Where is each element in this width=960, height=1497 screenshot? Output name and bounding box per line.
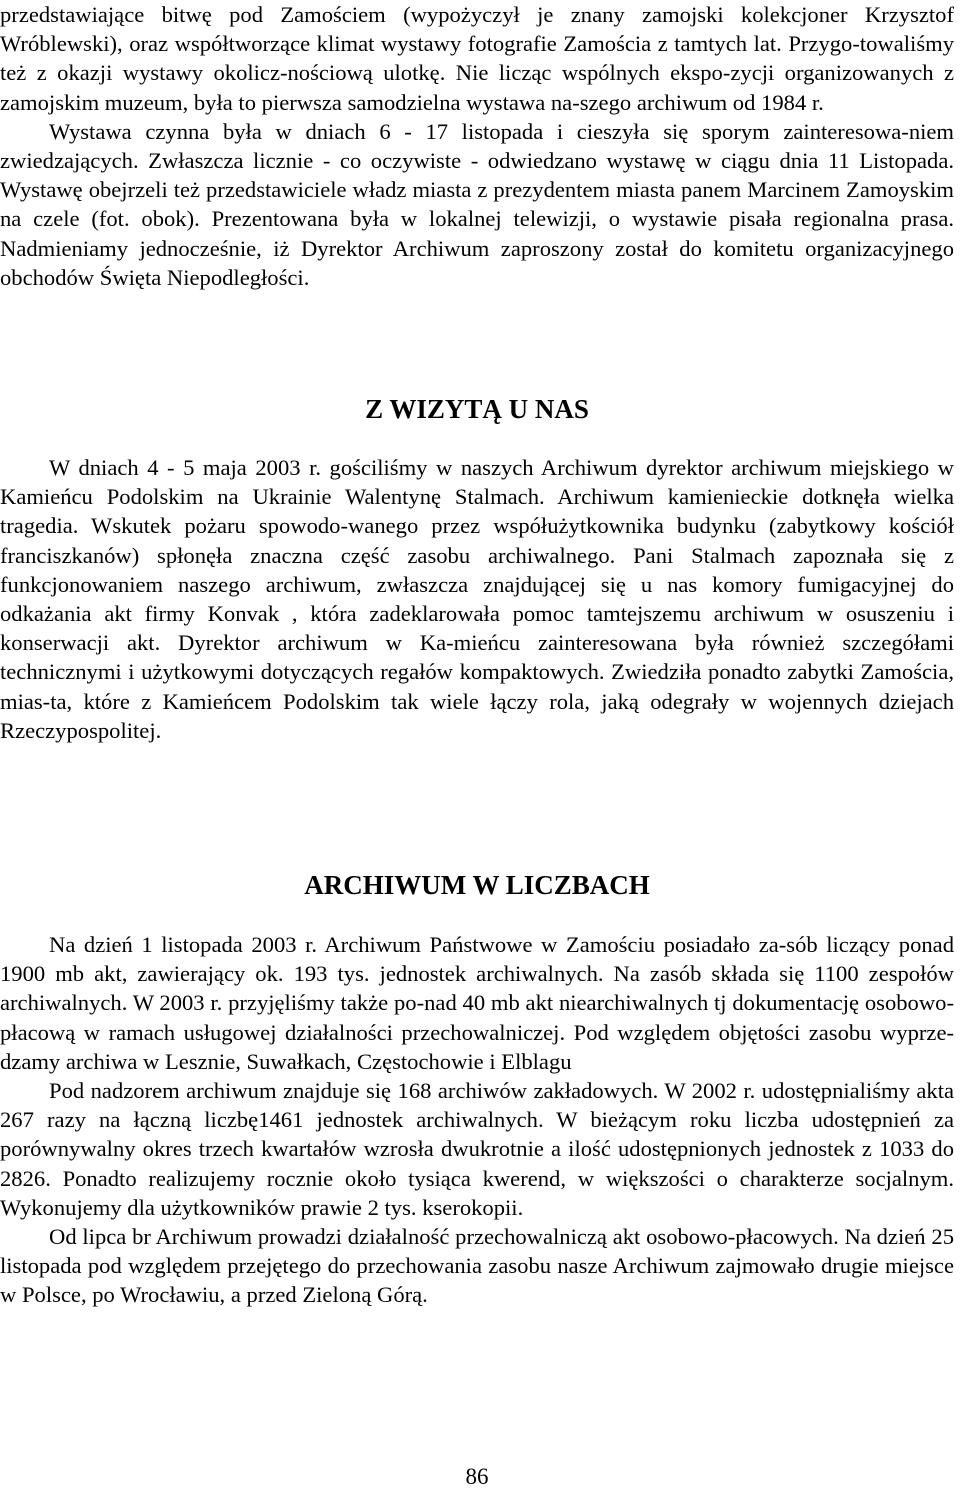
- paragraph: przedstawiające bitwę pod Zamościem (wypożyczył je znany zamojski kolekcjoner Krzysztof Wróblewski), oraz współtworzące klimat wystawy fotografie Zamościa z tamtych lat. Przygo-towaliśmy też z okazji wystawy okolicz-nościową ulotkę. Nie licząc wspólnych ekspo-zycji organizowanych z zamojskim muzeum, była to pierwsza samodzielna wystawa na-szego archiwum od 1984 r.: [0, 2, 954, 115]
- page-number: 86: [465, 1464, 489, 1489]
- paragraph: Wystawa czynna była w dniach 6 - 17 listopada i cieszyła się sporym zainteresowa-niem zwiedzających. Zwłaszcza licznie - co oczywiste - odwiedzano wystawę w ciągu dnia 11 Listopada. Wystawę obejrzeli też przedstawiciele władz miasta z prezydentem miasta panem Marcinem Zamoyskim na czele (fot. obok). Prezentowana była w lokalnej telewizji, o wystawie pisała regionalna prasa. Nadmieniamy jednocześnie, iż Dyrektor Archiwum zaproszony został do komitetu organizacyjnego obchodów Święta Niepodległości.: [0, 118, 954, 290]
- text-block-liczby: [0, 930, 954, 1310]
- paragraph: W dniach 4 - 5 maja 2003 r. gościliśmy w naszych Archiwum dyrektor archiwum miejskiego w Kamieńcu Podolskim na Ukrainie Walentynę Stalmach. Archiwum kamienieckie dotknęła wielka tragedia. Wskutek pożaru spowodo-wanego przez współużytkownika budynku (zabytkowy kościół franciszkanów) spłonęła znaczna część zasobu archiwalnego. Pani Stalmach zapoznała się z funkcjonowaniem naszego archiwum, zwłaszcza znajdującej się u nas komory fumigacyjnej do odkażania akt firmy Konvak , która zadeklarowała pomoc tamtejszemu archiwum w osuszeniu i konserwacji akt. Dyrektor archiwum w Ka-mieńcu zainteresowana była również szczegółami technicznymi i użytkowymi dotyczących regałów kompaktowych. Zwiedziła ponadto zabytki Zamościa, mias-ta, które z Kamieńcem Podolskim tak wiele łączy rola, jaką odegrały w wojennych dziejach Rzeczypospolitej.: [0, 455, 954, 743]
- paragraph: Na dzień 1 listopada 2003 r. Archiwum Państwowe w Zamościu posiadało za-sób liczący ponad 1900 mb akt, zawierający ok. 193 tys. jednostek archiwalnych. Na zasób składa się 1100 zespołów archiwalnych. W 2003 r. przyjęliśmy także po-nad 40 mb akt niearchiwalnych tj dokumentację osobowo-płacową w ramach usługowej działalności przechowalniczej. Pod względem objętości zasobu wyprze-dzamy archiwa w Lesznie, Suwałkach, Częstochowie i Elblagu: [0, 932, 954, 1074]
- section-heading-liczby: ARCHIWUM W LICZBACH: [304, 870, 650, 900]
- text-block-top: [0, 0, 954, 292]
- section-heading-wizyta: Z WIZYTĄ U NAS: [365, 394, 589, 424]
- paragraph: Od lipca br Archiwum prowadzi działalność przechowalniczą akt osobowo-płacowych. Na dzień 25 listopada pod względem przejętego do przechowania zasobu nasze Archiwum zajmowało drugie miejsce w Polsce, po Wrocławiu, a przed Zieloną Górą.: [0, 1224, 954, 1308]
- paragraph: Pod nadzorem archiwum znajduje się 168 archiwów zakładowych. W 2002 r. udostępnialiśmy akta 267 razy na łączną liczbę1461 jednostek archiwalnych. W bieżącym roku liczba udostępnień za porównywalny okres trzech kwartałów wzrosła dwukrotnie a ilość udostępnionych jednostek z 1033 do 2826. Ponadto realizujemy rocznie około tysiąca kwerend, w większości o charakterze socjalnym. Wykonujemy dla użytkowników prawie 2 tys. kserokopii.: [0, 1078, 954, 1220]
- text-block-wizyta: [0, 453, 954, 745]
